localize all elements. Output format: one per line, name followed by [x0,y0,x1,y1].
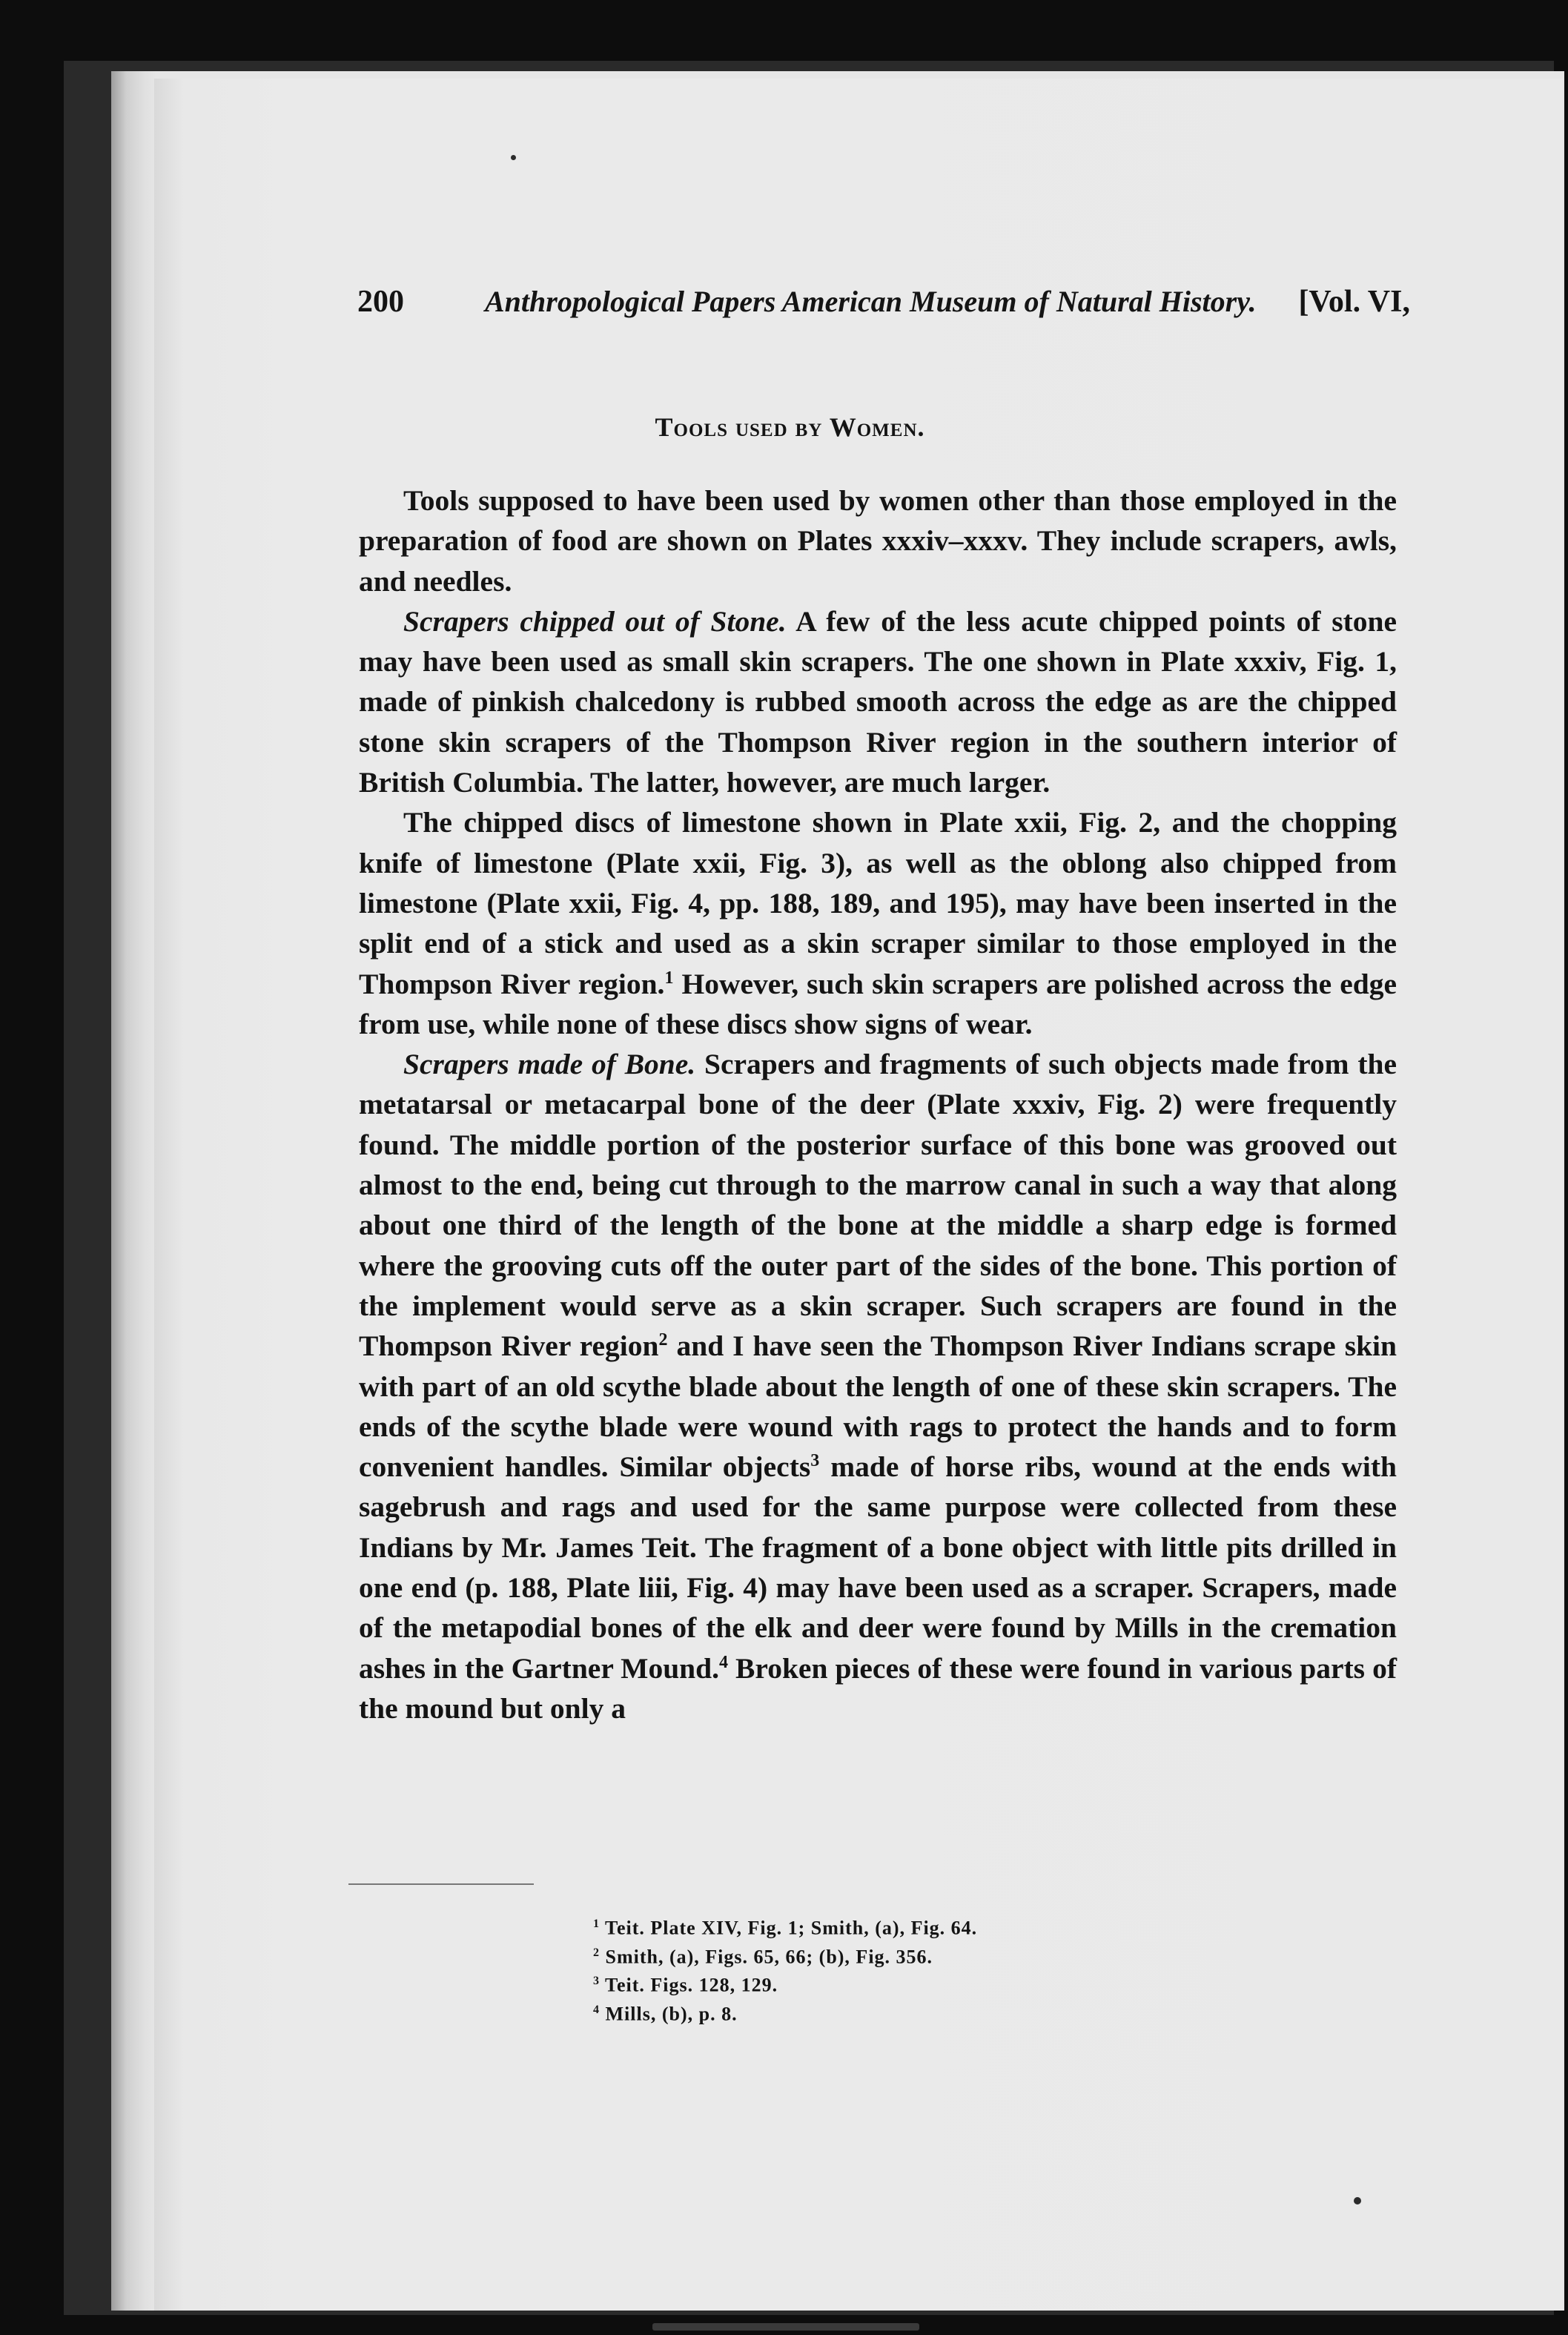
paragraph-heading: Scrapers chipped out of Stone. [403,604,787,638]
paragraph-intro [359,480,1397,601]
paragraph-heading: Scrapers made of Bone. [403,1048,696,1081]
section-title: Tools used by Women. [655,412,925,442]
footnote-ref: 2 [658,1330,668,1350]
footnote-ref: 4 [719,1652,728,1672]
footnote-mark: 1 [593,1918,600,1930]
footnote [593,1969,1260,1998]
page-speck [511,155,516,160]
journal-title: Anthropological Papers American Museum of Natural History. [485,285,1257,318]
footnote [593,1941,1260,1969]
footnote-mark: 2 [593,1946,600,1959]
footnote-rule [348,1883,534,1885]
next-page-bleed [652,2323,919,2331]
footnotes [593,1912,1260,2027]
paragraph-text: The chipped discs of limestone shown in Plate xxii, Fig. 2, and the chopping knife of limestone (Plate xxii, Fig. 3), as well as the oblong also chipped from limestone (Plate xxii, Fig. 4, pp. 188, 189, and 195), may have been inserted in the split end of a stick and used as a skin scraper similar to those employed in the Thompson River region. [359,806,1397,1000]
volume-label: [Vol. VI, [1298,285,1410,319]
paragraph-text: Broken pieces of these were found in various parts of the mound but only a [359,1651,1397,1725]
footnote-text: Smith, (a), Figs. 65, 66; (b), Fig. 356. [600,1946,933,1968]
paragraph-text: A few of the less acute chipped points of stone may have been used as small skin scrapers. The one shown in Plate xxxiv, Fig. 1, made of pinkish chalcedony is rubbed smooth across the edge as are the chipped stone skin scrapers of the Thompson River region in the southern interior of British Columbia. The latter, however, are much larger. [359,604,1397,799]
footnote [593,1998,1260,2027]
paragraph-stone-scrapers [359,601,1397,802]
page-speck [1354,2197,1361,2204]
footnote-mark: 4 [593,2003,600,2016]
footnote-mark: 3 [593,1975,600,1988]
page-number: 200 [357,285,404,319]
footnote-text: Mills, (b), p. 8. [600,2003,738,2025]
running-head [357,276,1410,328]
paragraph-text: However, such skin scrapers are polished across the edge from use, while none of these discs show signs of wear. [359,967,1397,1040]
body-text [359,480,1397,1728]
footnote-ref: 3 [810,1450,820,1470]
paragraph-limestone-discs [359,802,1397,1044]
footnote-text: Teit. Figs. 128, 129. [600,1974,778,1996]
paragraph-text: Scrapers and fragments of such objects made from the metatarsal or metacarpal bone of the deer (Plate xxxiv, Fig. 2) were frequently found. The middle portion of the posterior surface of this bone was grooved out almost to the end, being cut through to the marrow canal in such a way that along about one third of the length of the bone at the middle a sharp edge is formed where the grooving cuts off the outer part of the sides of the bone. This portion of the implement would serve as a skin scraper. Such scrapers are found in the Thompson River region [359,1048,1397,1363]
paragraph-text: and I have seen the Thompson River Indians scrape skin with part of an old scythe blade about the length of one of these skin scrapers. The ends of the scythe blade were wound with rags to protect the hands and to form convenient handles. Similar objects [359,1330,1397,1484]
footnote-ref: 1 [664,968,674,988]
footnote [593,1912,1260,1941]
footnote-text: Teit. Plate XIV, Fig. 1; Smith, (a), Fig. 64. [600,1917,978,1939]
paragraph-bone-scrapers [359,1044,1397,1728]
paragraph-text: made of horse ribs, wound at the ends with sagebrush and rags and used for the same purpose were collected from these Indians by Mr. James Teit. The fragment of a bone object with little pits drilled in one end (p. 188, Plate liii, Fig. 4) may have been used as a scraper. Scrapers, made of the metapodial bones of the elk and deer were found by Mills in the cremation ashes in the Gartner Mound. [359,1450,1397,1685]
paragraph-text: Tools supposed to have been used by women other than those employed in the preparation of food are shown on Plates xxxiv–xxxv. They include scrapers, awls, and needles. [359,484,1397,598]
